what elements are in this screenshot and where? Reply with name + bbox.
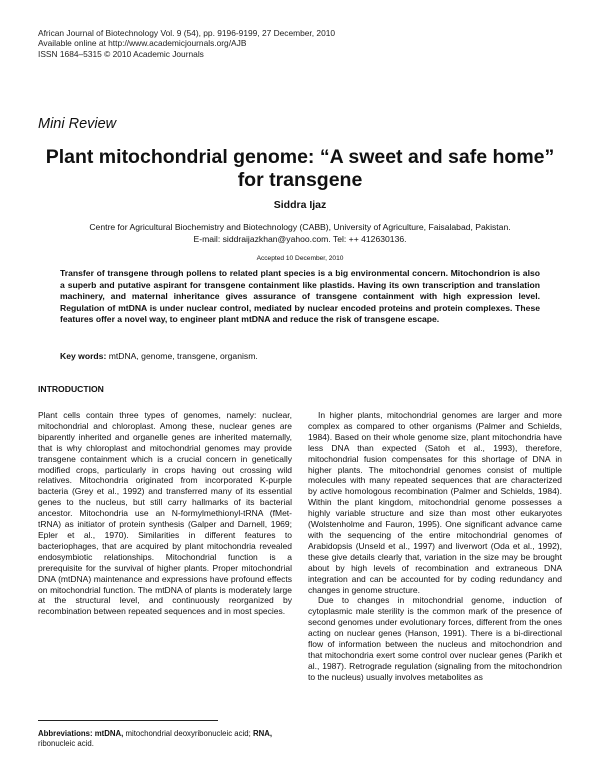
journal-citation: African Journal of Biotechnology Vol. 9 (54), pp. 9196-9199, 27 December, 2010 [38, 28, 336, 38]
abstract: Transfer of transgene through pollens to related plant species is a big environmental concern. Mitochondrion is also a superb and putative aspirant for transgene containment like plastids. Having its own transcription and translation machinery, and maternal inheritance gives assurance of transgene containment with high expression level. Regulation of mtDNA is under nuclear control, mediated by nuclear encoded proteins and protein complexes. These features offer a novel way, to engineer plant mtDNA and reduce the risk of transgene escape. [60, 268, 540, 325]
journal-issn: ISSN 1684–5315 © 2010 Academic Journals [38, 48, 204, 59]
left-column [38, 410, 292, 617]
title-line-1: Plant mitochondrial genome: “A sweet and safe home” [45, 146, 555, 168]
title-line-2: for transgene [237, 169, 363, 191]
keywords-text: mtDNA, genome, transgene, organism. [106, 351, 258, 361]
footnote-divider [38, 720, 218, 721]
intro-heading: INTRODUCTION [38, 384, 104, 394]
keywords-label: Key words: [60, 351, 107, 361]
footnote-text-2: ribonucleic acid. [38, 739, 94, 748]
right-paragraph-1: In higher plants, mitochondrial genomes are larger and more complex as compared to other organisms (Palmer and Schields, 1984). Based on their whole genome size, plant mitochondria have less DNA than expected (Satoh et al., 1993), therefore, mitochondrial fusion compensates for this shortage of DNA in higher plants. The mitochondrial genomes consist of multiple molecules with many repeated sequences that are characterized by active homologous recombination (Palmer and Schields, 1984). Within the plant kingdom, mitochondrial genome possesses a highly variable structure and size than most other eukaryotes (Wolstenholme and Fauron, 1995). One significant advance came with the sequencing of the entire mitochondrial genomes of Arabidopsis (Unseld et al., 1997) and liverwort (Oda et al., 1992), these give details clearly that, variation in the size may be brought about by high levels of recombination and extraneous DNA integration and can be accounted for by coding redundancy and changes in genome structure. [308, 410, 562, 595]
accepted-date: Accepted 10 December, 2010 [256, 255, 344, 262]
right-column [308, 410, 562, 683]
footnote-label-1: Abbreviations: mtDNA, [38, 729, 124, 738]
footnote-label-2: RNA, [252, 729, 272, 738]
footnote [38, 729, 292, 749]
paper-title [38, 146, 562, 192]
right-paragraph-2: Due to changes in mitochondrial genome, induction of cytoplasmic male sterility is the common mark of the presence of second genomes under evolutionary forces, different from the ones acting on nuclear genes (Hanson, 1991). There is a bi-directional flow of information between the nucleus and mitochondrion and that mitochondria exert some control over nuclear genes (Parikh et al., 1987). Retrograde regulation (signaling from the mitochondrion to the nucleus) usually involves metabolites as [308, 595, 562, 682]
author-name: Siddra Ijaz [273, 199, 327, 211]
affiliation [38, 222, 562, 245]
journal-header [38, 28, 335, 59]
keywords [60, 351, 540, 361]
affiliation-institution: Centre for Agricultural Biochemistry and Biotechnology (CABB), University of Agriculture, Faisalabad, Pakistan. [89, 222, 511, 232]
section-label: Mini Review [38, 116, 117, 132]
footnote-text-1: mitochondrial deoxyribonucleic acid; [123, 729, 253, 738]
journal-online-link[interactable]: Available online at http://www.academicjournals.org/AJB [38, 38, 247, 49]
left-paragraph-1: Plant cells contain three types of genomes, namely: nuclear, mitochondrial and chloroplast. Among these, nuclear genes are biparently inherited and organelle genes are inherited maternally, that is why chloroplast and mitochondrial genomes may provide transgene containment which is a crucial concern in genetically modified crops, particularly in crops having out crossing wild relatives. Mitochondria originated from incorporated K-purple bacteria (Grey et al., 1992) and transferred many of its essential genes to the nucleus, but still carry hallmarks of its bacterial ancestor. Mitochondria use an N-formylmethionyl-tRNA (fMet-tRNA) as initiator of protein synthesis (Galper and Darnell, 1969; Epler et al., 1970). Similarities in different features to bacteriophages, that are acquired by plant mitochondria revealed endosymbiotic relationships. Mitochondrial function is a prerequisite for the survival of higher plants. Proper mitochondrial DNA (mtDNA) maintenance and expressions have profound effects on mitochondrial function. The mtDNA of plants is moderately large at the structural level, and continuously reorganized by recombination between repeated sequences and in most species. [38, 410, 292, 617]
affiliation-contact: E-mail: siddraijazkhan@yahoo.com. Tel: ++ 412630136. [193, 233, 407, 244]
